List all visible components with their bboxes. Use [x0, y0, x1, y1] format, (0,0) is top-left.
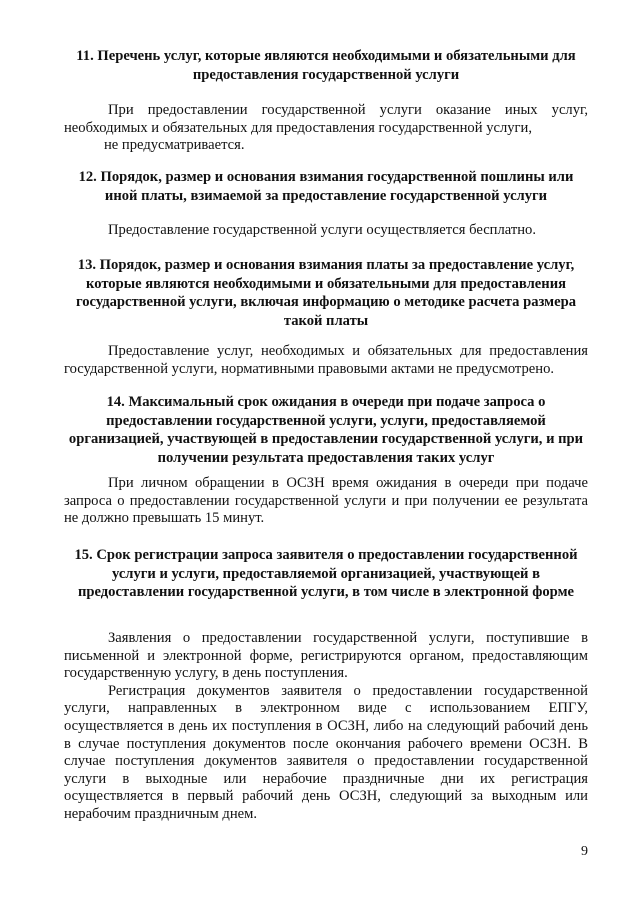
paragraph: Регистрация документов заявителя о предоставлении государственной услуги, направленных в электронном виде с использованием ЕПГУ, осуществляется в день их поступления в ОСЗН, либо на следующий рабочий день в случае поступления документов после окончания рабочего времени ОСЗН. В случае поступления документов заявителя о предоставлении государственной услуги в выходные или нерабочие праздничные дни их регистрация осуществляется в первый рабочий день ОСЗН, следующий за выходным или нерабочим праздничным днем. — [64, 682, 588, 822]
section-11 — [64, 47, 588, 84]
section-heading: 15. Срок регистрации запроса заявителя о предоставлении государственной услуги и услуги, предоставляемой организацией, участвующей в предоставлении государственной услуги, в том числе в электронной форме — [74, 547, 578, 600]
section-12 — [64, 168, 588, 205]
section-heading: 12. Порядок, размер и основания взимания государственной пошлины или иной платы, взимаемой за предоставление государственной услуги — [78, 169, 574, 204]
section-14 — [64, 393, 588, 467]
paragraph: Предоставление услуг, необходимых и обязательных для предоставления государственной услуги, нормативными правовыми актами не предусмотрено. — [64, 343, 588, 377]
section-12-body — [64, 222, 588, 240]
paragraph: При личном обращении в ОСЗН время ожидания в очереди при подаче запроса о предоставлении государственной услуги и при получении ее результата не должно превышать 15 минут. — [64, 475, 588, 527]
page-number: 9 — [581, 844, 588, 859]
section-15 — [64, 546, 588, 602]
section-13-body — [64, 343, 588, 378]
paragraph: При предоставлении государственной услуги оказание иных услуг, необходимых и обязательных для предоставления государственной услуги, — [64, 102, 588, 136]
section-11-body — [64, 102, 588, 155]
paragraph: Заявления о предоставлении государственной услуги, поступившие в письменной и электронной форме, регистрируются органом, предоставляющим государственную услугу, в день поступления. — [64, 630, 588, 682]
section-14-body — [64, 475, 588, 528]
section-13 — [64, 256, 588, 330]
section-15-body — [64, 630, 588, 824]
section-heading: 14. Максимальный срок ожидания в очереди при подаче запроса о предоставлении государственной услуги, услуги, предоставляемой организацией, участвующей в предоставлении государственной услуги, и при получении результата предоставления таких услуг — [68, 394, 584, 466]
section-heading: 11. Перечень услуг, которые являются необходимыми и обязательными для предоставления государственной услуги — [76, 48, 576, 83]
paragraph: Предоставление государственной услуги осуществляется бесплатно. — [108, 222, 536, 238]
section-heading: 13. Порядок, размер и основания взимания платы за предоставление услуг, которые являются необходимыми и обязательными для предоставления государственной услуги, включая информацию о методике расчета размера такой платы — [75, 257, 577, 329]
paragraph: не предусматривается. — [104, 137, 245, 154]
